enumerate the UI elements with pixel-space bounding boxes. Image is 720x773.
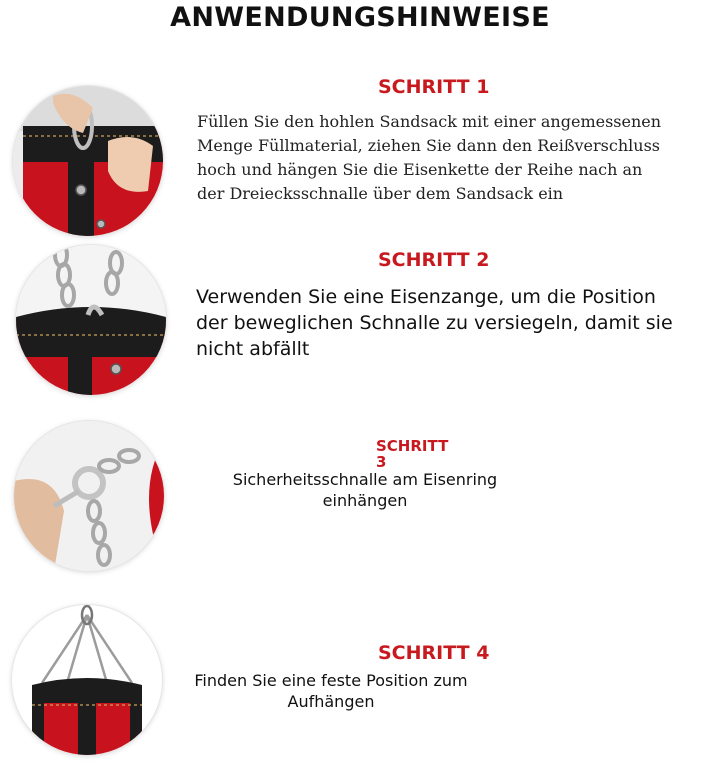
page-title: ANWENDUNGSHINWEISE [170, 2, 550, 33]
step-2-title: SCHRITT 2 [378, 249, 490, 271]
step-3-line: einhängen [322, 491, 408, 510]
step-1-photo [13, 86, 163, 236]
step-1-text [197, 110, 661, 206]
step-4-title: SCHRITT 4 [378, 642, 490, 664]
step-2-line: nicht abfällt [196, 338, 310, 360]
step-4-text [166, 670, 496, 712]
step-1-line: hoch und hängen Sie die Eisenkette der Reihe nach an [197, 160, 643, 179]
step-2-line: Verwenden Sie eine Eisenzange, um die Position [196, 286, 656, 308]
step-3-title-line: 3 [376, 453, 387, 471]
step-1-title: SCHRITT 1 [378, 76, 490, 98]
step-4-line: Finden Sie eine feste Position zum [194, 671, 468, 690]
step-3-title [376, 438, 448, 470]
step-1-line: Menge Füllmaterial, ziehen Sie dann den Reißverschluss [197, 136, 660, 155]
step-1-line: Füllen Sie den hohlen Sandsack mit einer angemessenen [197, 112, 662, 131]
step-3-text [200, 469, 530, 511]
step-3-title-line: SCHRITT [376, 437, 449, 455]
step-2-text [196, 284, 673, 362]
step-3-photo [14, 421, 164, 571]
step-3-line: Sicherheitsschnalle am Eisenring [232, 470, 498, 489]
step-4-photo [12, 605, 162, 755]
step-2-photo [16, 245, 166, 395]
step-4-line: Aufhängen [287, 692, 375, 711]
step-1-line: der Dreiecksschnalle über dem Sandsack ein [197, 184, 564, 203]
step-2-line: der beweglichen Schnalle zu versiegeln, damit sie [196, 312, 673, 334]
